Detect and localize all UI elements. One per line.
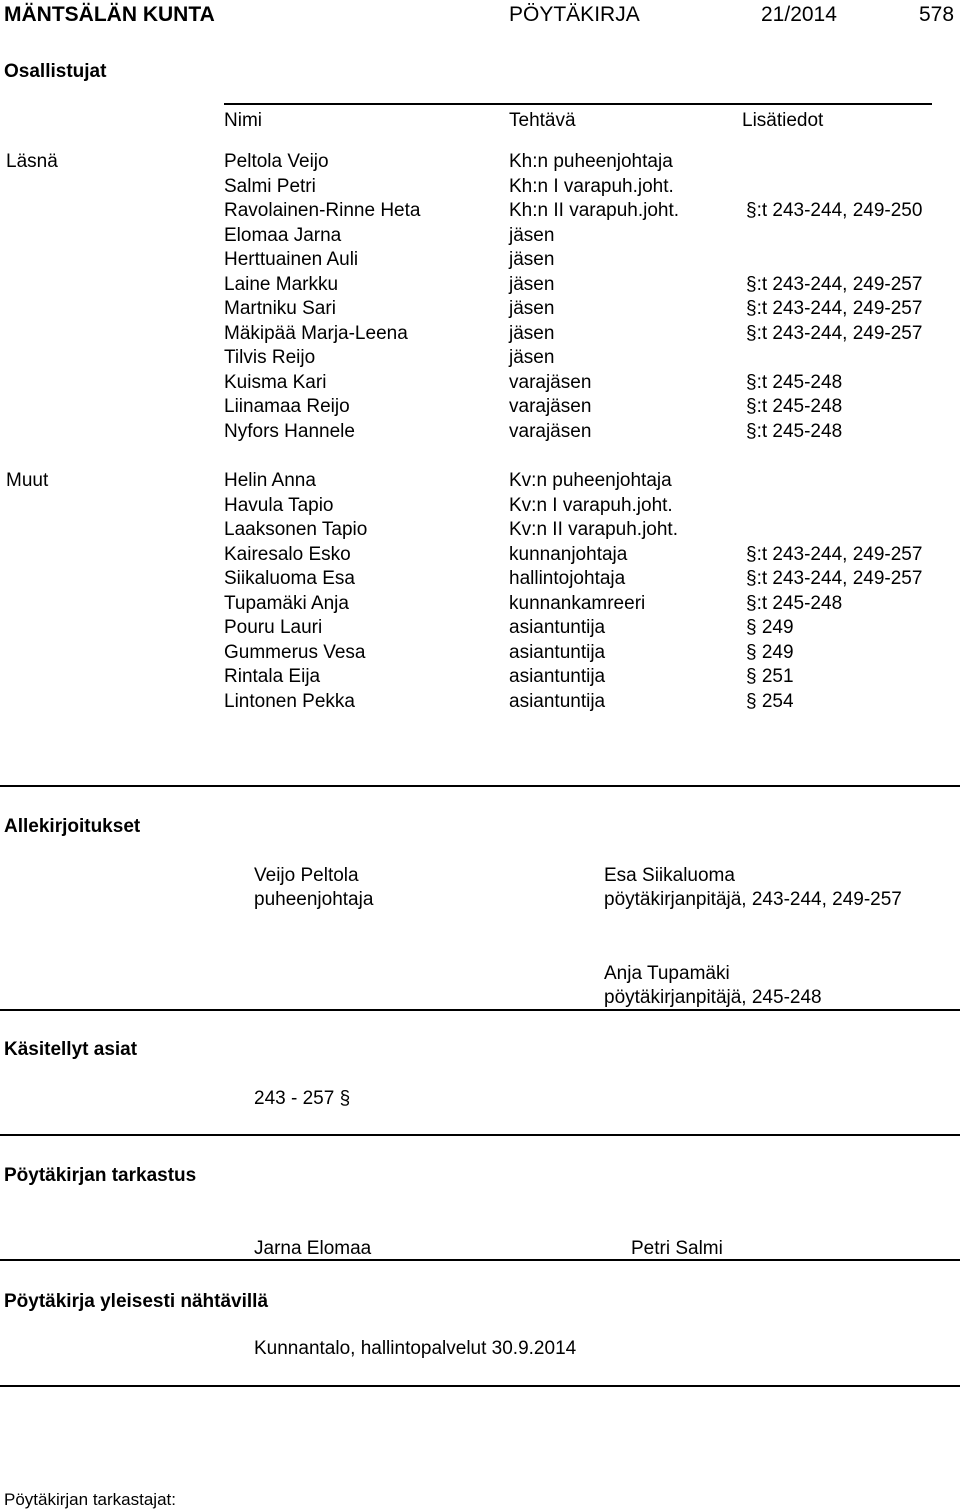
document-type: PÖYTÄKIRJA	[509, 3, 640, 26]
participant-info: §:t 243-244, 249-257	[746, 298, 923, 319]
participant-name: Kuisma Kari	[224, 371, 327, 393]
column-header-role: Tehtävä	[509, 110, 576, 131]
participant-role: kunnankamreeri	[509, 592, 646, 614]
participant-info: §:t 245-248	[746, 592, 843, 614]
review-title: Pöytäkirjan tarkastus	[4, 1165, 197, 1186]
participant-name: Kairesalo Esko	[224, 543, 351, 565]
participant-name: Lintonen Pekka	[224, 690, 355, 712]
reviewer2-name: Petri Salmi	[631, 1238, 723, 1259]
participant-name: Salmi Petri	[224, 175, 316, 197]
chair-name: Veijo Peltola	[254, 865, 359, 886]
secretary2-name: Anja Tupamäki	[604, 963, 730, 984]
participant-name: Havula Tapio	[224, 494, 334, 516]
participant-info: § 249	[746, 641, 794, 663]
participant-row	[0, 324, 960, 348]
participant-info: §:t 245-248	[746, 420, 843, 442]
participant-role: varajäsen	[509, 396, 592, 417]
participant-role: jäsen	[509, 224, 555, 246]
participant-row	[0, 348, 960, 372]
participant-row	[0, 422, 960, 446]
participant-row	[0, 692, 960, 716]
participant-name: Peltola Veijo	[224, 151, 329, 172]
participant-name: Mäkipää Marja-Leena	[224, 322, 408, 344]
secretary2-role: pöytäkirjanpitäjä, 245-248	[604, 987, 822, 1008]
chair-role: puheenjohtaja	[254, 889, 374, 910]
participant-info: § 249	[746, 617, 794, 638]
participant-name: Ravolainen-Rinne Heta	[224, 200, 421, 221]
participant-info: § 251	[746, 666, 794, 687]
participant-name: Elomaa Jarna	[224, 224, 342, 246]
participant-info: §:t 243-244, 249-250	[746, 200, 923, 221]
participant-name: Tilvis Reijo	[224, 347, 316, 368]
participant-role: kunnanjohtaja	[509, 543, 628, 565]
participant-info: §:t 243-244, 249-257	[746, 273, 923, 295]
divider	[0, 1259, 960, 1261]
participant-role: jäsen	[509, 298, 555, 319]
column-header-rule	[224, 103, 932, 105]
participant-info: §:t 243-244, 249-257	[746, 568, 923, 589]
participant-row	[0, 545, 960, 569]
section-label-present: Läsnä	[6, 151, 58, 172]
participant-row	[0, 594, 960, 618]
issue-number: 21/2014	[761, 3, 837, 26]
participant-role: jäsen	[509, 347, 555, 368]
participant-info: §:t 245-248	[746, 396, 843, 417]
participant-name: Gummerus Vesa	[224, 641, 366, 663]
participant-name: Pouru Lauri	[224, 617, 323, 638]
participant-role: jäsen	[509, 273, 555, 295]
participant-name: Helin Anna	[224, 470, 316, 491]
participant-role: asiantuntija	[509, 641, 606, 663]
participant-info: §:t 245-248	[746, 371, 843, 393]
participant-role: Kv:n II varapuh.joht.	[509, 519, 678, 540]
participant-row	[0, 152, 960, 176]
handled-value: 243 - 257 §	[254, 1088, 351, 1109]
participant-row	[0, 643, 960, 667]
participant-role: varajäsen	[509, 420, 592, 442]
secretary1-name: Esa Siikaluoma	[604, 865, 735, 886]
participant-row	[0, 373, 960, 397]
divider	[0, 1134, 960, 1136]
participant-name: Tupamäki Anja	[224, 592, 349, 614]
column-header-info: Lisätiedot	[742, 110, 824, 131]
participant-role: jäsen	[509, 249, 555, 270]
participant-role: asiantuntija	[509, 666, 606, 687]
participant-name: Martniku Sari	[224, 298, 336, 319]
section-label-others: Muut	[6, 470, 49, 491]
participant-name: Rintala Eija	[224, 666, 321, 687]
participant-info: §:t 243-244, 249-257	[746, 322, 923, 344]
participant-role: Kh:n puheenjohtaja	[509, 151, 673, 172]
page-number: 578	[919, 3, 955, 26]
participant-row	[0, 250, 960, 274]
participant-role: Kv:n puheenjohtaja	[509, 470, 672, 491]
participant-name: Herttuainen Auli	[224, 249, 359, 270]
participant-name: Laine Markku	[224, 273, 339, 295]
handled-title: Käsitellyt asiat	[4, 1039, 138, 1060]
participant-role: asiantuntija	[509, 690, 606, 712]
participant-role: varajäsen	[509, 371, 592, 393]
participant-name: Siikaluoma Esa	[224, 568, 355, 589]
participant-row	[0, 569, 960, 593]
participant-row	[0, 299, 960, 323]
participant-info: §:t 243-244, 249-257	[746, 543, 923, 565]
participant-role: asiantuntija	[509, 617, 606, 638]
participant-name: Nyfors Hannele	[224, 420, 355, 442]
participant-row	[0, 201, 960, 225]
participant-row	[0, 226, 960, 250]
reviewer1-name: Jarna Elomaa	[254, 1238, 372, 1259]
divider	[0, 785, 960, 787]
public-title: Pöytäkirja yleisesti nähtävillä	[4, 1291, 269, 1312]
participant-info: § 254	[746, 690, 794, 712]
participant-name: Laaksonen Tapio	[224, 519, 368, 540]
divider	[0, 1009, 960, 1011]
participant-role: Kv:n I varapuh.joht.	[509, 494, 673, 516]
participant-role: jäsen	[509, 322, 555, 344]
participants-title: Osallistujat	[4, 61, 107, 82]
participant-role: Kh:n II varapuh.joht.	[509, 200, 680, 221]
participant-role: hallintojohtaja	[509, 568, 626, 589]
participant-row	[0, 471, 960, 495]
signatures-title: Allekirjoitukset	[4, 816, 141, 837]
participant-row	[0, 397, 960, 421]
participant-row	[0, 275, 960, 299]
divider	[0, 1385, 960, 1387]
column-header-name: Nimi	[224, 110, 262, 131]
secretary1-role: pöytäkirjanpitäjä, 243-244, 249-257	[604, 889, 902, 910]
public-value: Kunnantalo, hallintopalvelut 30.9.2014	[254, 1338, 577, 1359]
participant-row	[0, 667, 960, 691]
participant-role: Kh:n I varapuh.joht.	[509, 175, 674, 197]
municipality-name: MÄNTSÄLÄN KUNTA	[4, 3, 215, 26]
participant-row	[0, 177, 960, 201]
participant-row	[0, 520, 960, 544]
participant-name: Liinamaa Reijo	[224, 396, 350, 417]
participant-row	[0, 496, 960, 520]
participant-row	[0, 618, 960, 642]
footer-reviewers-label: Pöytäkirjan tarkastajat:	[4, 1490, 176, 1509]
